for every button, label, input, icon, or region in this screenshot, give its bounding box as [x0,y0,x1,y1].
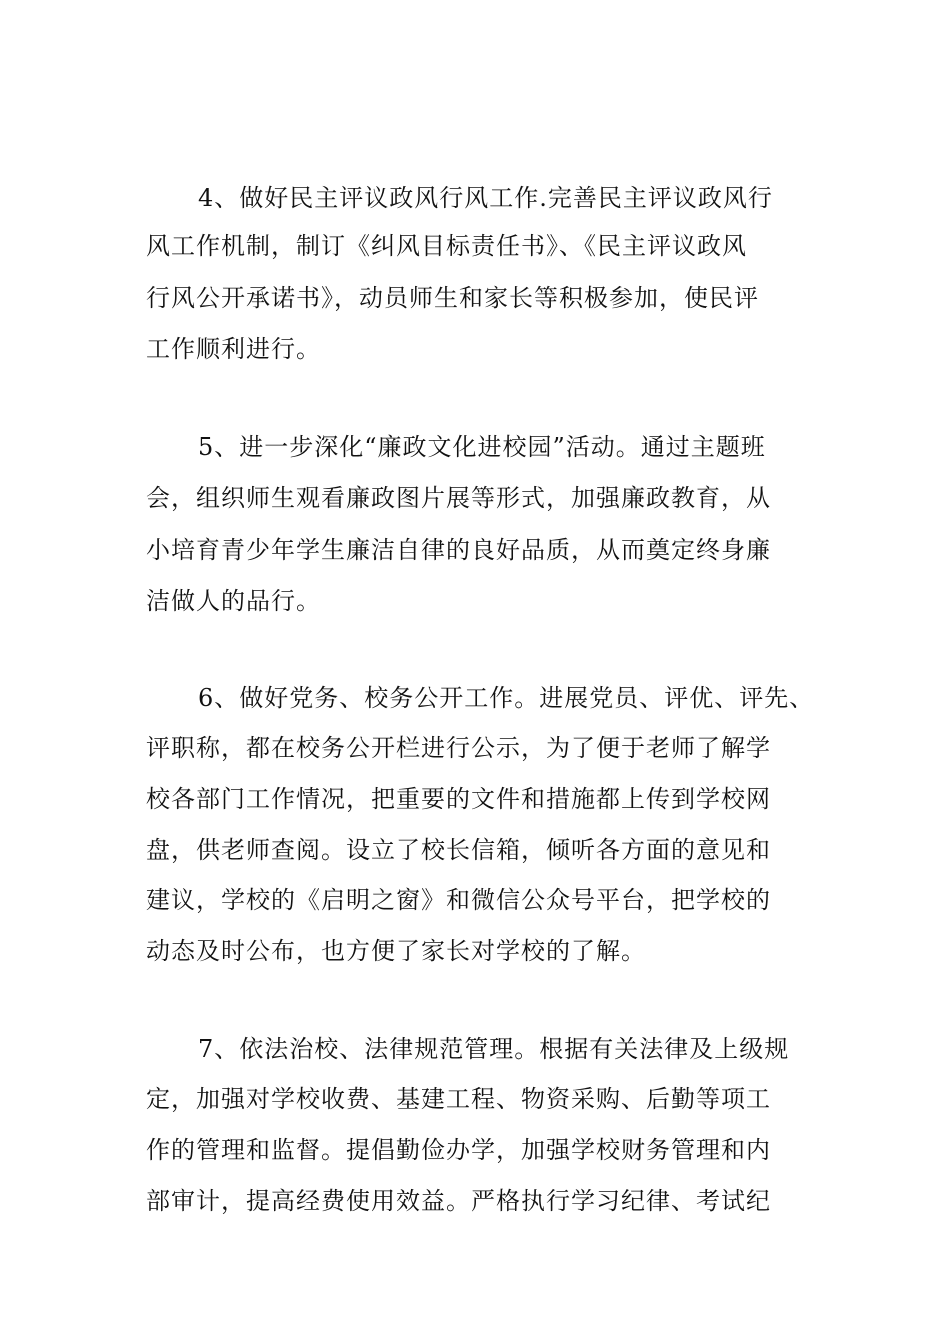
paragraph-line: 评职称，都在校务公开栏进行公示，为了便于老师了解学 [146,734,771,762]
paragraph-line: 洁做人的品行。 [146,587,321,615]
paragraph-line: 6、做好党务、校务公开工作。进展党员、评优、评先、 [198,684,815,712]
paragraph-line: 部审计，提高经费使用效益。严格执行学习纪律、考试纪 [146,1187,771,1215]
paragraph-line: 工作顺利进行。 [146,335,321,363]
paragraph-line: 定，加强对学校收费、基建工程、物资采购、后勤等项工 [146,1085,771,1113]
paragraph-line: 小培育青少年学生廉洁自律的良好品质，从而奠定终身廉 [146,536,771,564]
paragraph-line: 会，组织师生观看廉政图片展等形式，加强廉政教育，从 [146,484,771,512]
paragraph-line: 作的管理和监督。提倡勤俭办学，加强学校财务管理和内 [146,1136,771,1164]
paragraph-line: 盘，供老师查阅。设立了校长信箱，倾听各方面的意见和 [146,836,771,864]
paragraph-line: 风工作机制，制订《纠风目标责任书》、《民主评议政风 [146,232,747,260]
paragraph-line: 校各部门工作情况，把重要的文件和措施都上传到学校网 [146,785,771,813]
paragraph-line: 建议，学校的《启明之窗》和微信公众号平台，把学校的 [146,886,771,914]
paragraph-line: 行风公开承诺书》，动员师生和家长等积极参加，使民评 [146,284,759,312]
paragraph-line: 4、做好民主评议政风行风工作.完善民主评议政风行 [198,184,773,212]
paragraph-line: 7、依法治校、法律规范管理。根据有关法律及上级规 [198,1035,790,1063]
paragraph-line: 5、进一步深化“廉政文化进校园”活动。通过主题班 [198,433,766,461]
paragraph-line: 动态及时公布，也方便了家长对学校的了解。 [146,937,646,965]
